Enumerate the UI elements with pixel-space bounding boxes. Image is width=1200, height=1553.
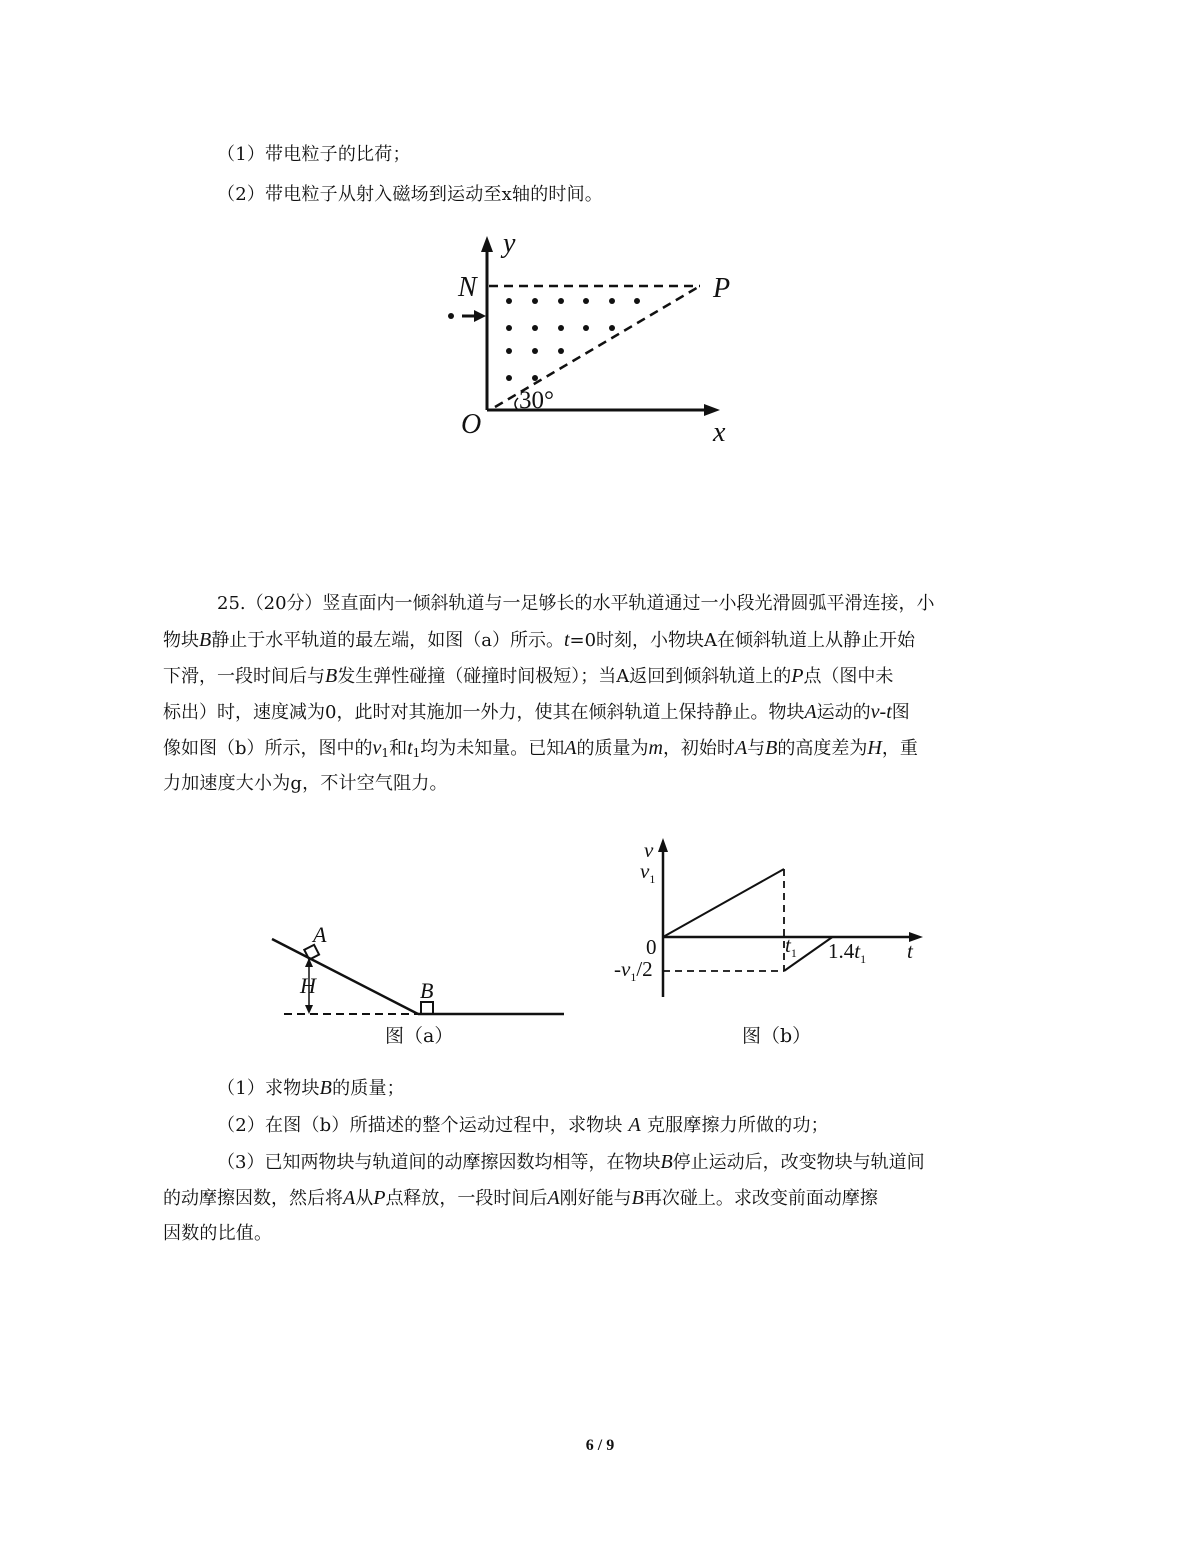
var-b: B bbox=[631, 1187, 644, 1209]
sub: 1 bbox=[790, 946, 797, 960]
v-axis-arrow bbox=[658, 838, 668, 852]
var-m: m bbox=[648, 737, 663, 759]
text: 下滑，一段时间后与 bbox=[163, 666, 325, 687]
sub: 1 bbox=[649, 872, 656, 886]
page-number: 6 / 9 bbox=[585, 1437, 615, 1454]
var-t: t bbox=[563, 629, 570, 651]
text: 标出）时，速度减为0，此时对其施加一外力，使其在倾斜轨道上保持静止。物块 bbox=[163, 702, 805, 723]
tick-label-neg-half bbox=[614, 957, 653, 984]
tick-label-zero: 0 bbox=[646, 935, 657, 959]
text: 刚好能与 bbox=[559, 1188, 632, 1209]
text: 从 bbox=[355, 1188, 374, 1209]
var-b: B bbox=[199, 629, 212, 651]
var-b: B bbox=[325, 665, 338, 687]
t: t bbox=[854, 939, 861, 963]
text: 静止于水平轨道的最左端，如图（a）所示。 bbox=[211, 630, 564, 651]
text: 的高度差为 bbox=[777, 738, 868, 759]
text: （3）已知两物块与轨道间的动摩擦因数均相等，在物块 bbox=[217, 1152, 661, 1173]
v1: v bbox=[640, 859, 650, 883]
text: 与 bbox=[747, 738, 766, 759]
text: 和 bbox=[389, 738, 408, 759]
text: 的动摩擦因数，然后将 bbox=[163, 1188, 343, 1209]
question-2-prev: （2）带电粒子从射入磁场到运动至x轴的时间。 bbox=[217, 184, 604, 205]
label-v: v bbox=[644, 838, 654, 862]
text: 运动的 bbox=[816, 702, 871, 723]
label-t: t bbox=[907, 939, 913, 963]
tick-label-1-4t1 bbox=[828, 939, 866, 966]
tail: /2 bbox=[636, 957, 653, 981]
text: ，初始时 bbox=[662, 738, 735, 759]
text: 的质量为 bbox=[576, 738, 649, 759]
var-p: P bbox=[791, 665, 804, 687]
text: 物块 bbox=[163, 630, 199, 651]
var-h: H bbox=[867, 737, 882, 759]
var-a: A bbox=[547, 1187, 560, 1209]
label-x: x bbox=[713, 417, 726, 448]
caption-b: 图（b） bbox=[742, 1025, 812, 1047]
label-n: N bbox=[458, 272, 477, 303]
angle-label: 30° bbox=[519, 387, 554, 414]
text: 克服摩擦力所做的功； bbox=[640, 1115, 829, 1136]
var-a: A bbox=[628, 1114, 641, 1136]
label-o: O bbox=[461, 409, 482, 440]
sub-question-3-line-3: 因数的比值。 bbox=[163, 1223, 273, 1244]
var-a: A bbox=[734, 737, 748, 759]
var-b: B bbox=[765, 737, 778, 759]
text: 像如图（b）所示，图中的 bbox=[163, 738, 373, 759]
text: 图 bbox=[891, 702, 910, 723]
var-t: t bbox=[407, 737, 413, 759]
var-a: A bbox=[343, 1187, 356, 1209]
var-vt: v-t bbox=[870, 701, 892, 723]
var-p: P bbox=[373, 1187, 386, 1209]
var-a: A bbox=[804, 701, 817, 723]
text: （1）求物块 bbox=[217, 1078, 320, 1099]
text: （2）在图（b）所描述的整个运动过程中，求物块 bbox=[217, 1115, 629, 1136]
neg-v: -v bbox=[614, 957, 631, 981]
num: 1.4 bbox=[828, 939, 855, 963]
problem25-text: 25.（20分）竖直面内一倾斜轨道与一足够长的水平轨道通过一小段光滑圆弧平滑连接，小 bbox=[217, 593, 935, 614]
sub-question-2 bbox=[217, 1113, 829, 1138]
text: 点（图中未 bbox=[803, 666, 894, 687]
question-1-prev: （1）带电粒子的比荷； bbox=[217, 144, 411, 165]
text: 发生弹性碰撞（碰撞时间极短）；当A返回到倾斜轨道上的 bbox=[337, 666, 792, 687]
text: 的质量； bbox=[332, 1078, 405, 1099]
label-y: y bbox=[503, 228, 516, 259]
text: ，重 bbox=[881, 738, 918, 759]
var-v: v bbox=[372, 737, 382, 759]
subscript: 1 bbox=[412, 746, 421, 760]
tick-label-v1 bbox=[640, 859, 655, 886]
var-a: A bbox=[564, 737, 577, 759]
sub: 1 bbox=[860, 952, 867, 966]
subscript: 1 bbox=[381, 746, 390, 760]
caption-a: 图（a） bbox=[385, 1025, 454, 1047]
text: 停止运动后，改变物块与轨道间 bbox=[672, 1152, 925, 1173]
text: 均为未知量。已知 bbox=[420, 738, 565, 759]
t1: t bbox=[785, 933, 791, 957]
sub-question-1 bbox=[217, 1076, 405, 1101]
sub-question-3-line-2 bbox=[163, 1186, 1025, 1211]
problem25-line-6: 力加速度大小为g，不计空气阻力。 bbox=[163, 773, 448, 794]
label-b: B bbox=[420, 978, 434, 1003]
text: 点释放，一段时间后 bbox=[385, 1188, 548, 1209]
var-b: B bbox=[319, 1077, 333, 1099]
sub: 1 bbox=[630, 970, 637, 984]
label-p: P bbox=[713, 273, 731, 304]
vt-segment-accel bbox=[663, 869, 784, 937]
label-a: A bbox=[313, 922, 327, 947]
label-h: H bbox=[300, 973, 316, 998]
text: =0时刻，小物块A在倾斜轨道上从静止开始 bbox=[569, 630, 916, 651]
var-b: B bbox=[660, 1151, 673, 1173]
sub-question-3-line-1 bbox=[217, 1150, 1025, 1175]
text: 再次碰上。求改变前面动摩擦 bbox=[643, 1188, 878, 1209]
